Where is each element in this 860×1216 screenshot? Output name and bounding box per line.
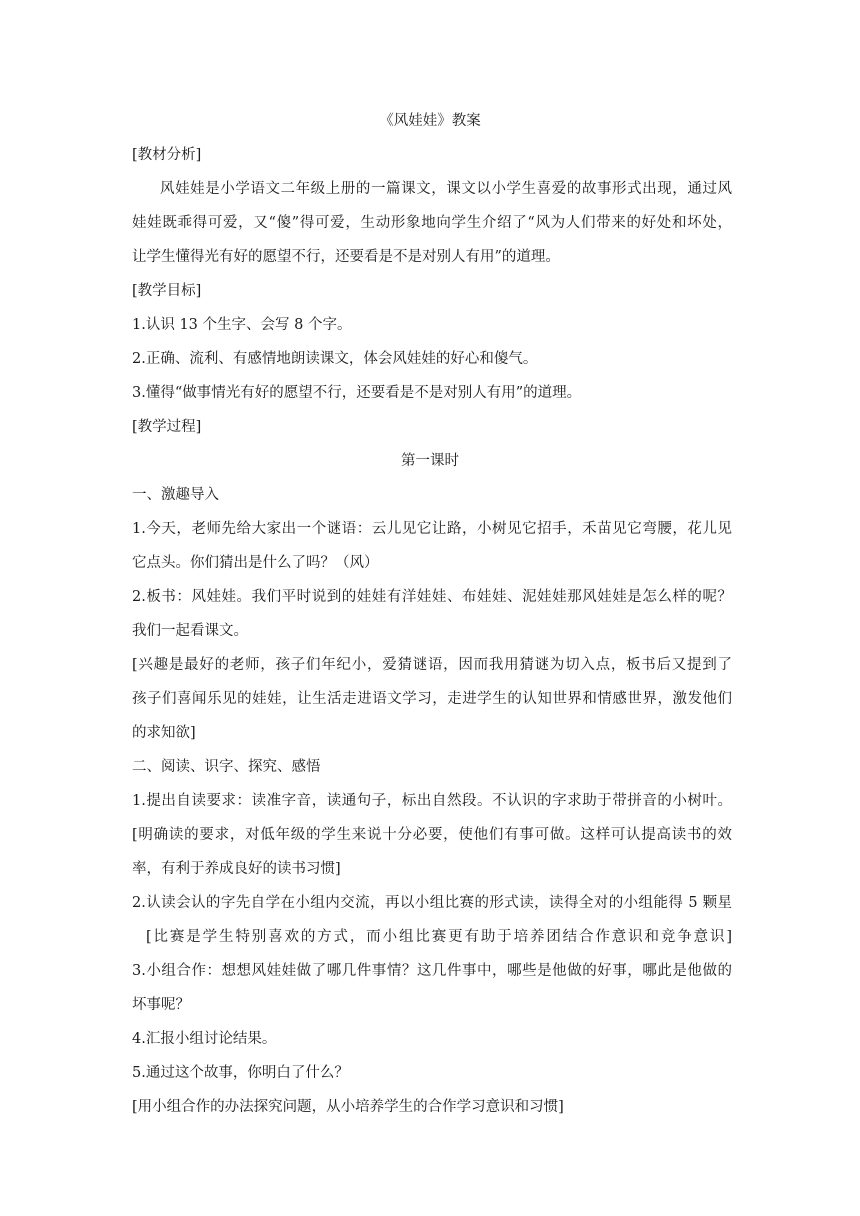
lesson-heading: 第一课时 [401,453,459,469]
goal-item: 1.认识 13 个生字、会写 8 个字。 [132,317,352,333]
note-line: 率，有利于养成良好的读书习惯] [132,861,341,877]
paragraph-line: 娃娃既乖得可爱，又“傻”得可爱，生动形象地向学生介绍了“风为人们带来的好处和坏处， [132,215,732,231]
paragraph-line: 风娃娃是小学语文二年级上册的一篇课文，课文以小学生喜爱的故事形式出现，通过风 [160,181,732,197]
section-heading-process: [教学过程] [132,419,202,435]
note-line: 孩子们喜闻乐见的娃娃，让生活走进语文学习，走进学生的认知世界和情感世界，激发他们 [132,691,732,707]
section-heading-materials: [教材分析] [132,147,202,163]
section-heading-goals: [教学目标] [132,283,202,299]
part-heading: 二、阅读、识字、探究、感悟 [132,759,321,775]
paragraph-line: 1.提出自读要求：读准字音，读通句子，标出自然段。不认识的字求助于带拼音的小树叶。 [132,793,732,809]
note-line: 的求知欲] [132,725,196,741]
note-line: [兴趣是最好的老师，孩子们年纪小，爱猜谜语，因而我用猜谜为切入点，板书后又提到了 [132,657,732,673]
paragraph-line: 坏事呢？ [132,997,190,1013]
note-line: [明确读的要求，对低年级的学生来说十分必要，使他们有事可做。这样可认提高读书的效 [132,827,732,843]
paragraph-line: 它点头。你们猜出是什么了吗？（风） [132,555,379,571]
goal-item: 3.懂得“做事情光有好的愿望不行，还要看是不是对别人有用”的道理。 [132,385,582,401]
paragraph-line: 3.小组合作：想想风娃娃做了哪几件事情？这几件事中，哪些是他做的好事，哪此是他做的 [132,963,732,979]
paragraph-line: 让学生懂得光有好的愿望不行，还要看是不是对别人有用”的道理。 [132,249,560,265]
note-line: [用小组合作的办法探究问题，从小培养学生的合作学习意识和习惯] [132,1099,564,1115]
paragraph-line: 4.汇报小组讨论结果。 [132,1031,277,1047]
paragraph-line: 2.认读会认的字先自学在小组内交流，再以小组比赛的形式读，读得全对的小组能得 5 颗星 [132,895,732,911]
paragraph-line: 1.今天，老师先给大家出一个谜语：云儿见它让路，小树见它招手，禾苗见它弯腰，花儿见 [132,521,732,537]
paragraph-line: 5.通过这个故事，你明白了什么？ [132,1065,349,1081]
paragraph-line: 我们一起看课文。 [132,623,248,639]
document-title: 《风娃娃》教案 [379,113,481,129]
paragraph-line: 2.板书：风娃娃。我们平时说到的娃娃有洋娃娃、布娃娃、泥娃娃那风娃娃是怎么样的呢？ [132,589,732,605]
part-heading: 一、激趣导入 [132,487,219,503]
note-line: [比赛是学生特别喜欢的方式，而小组比赛更有助于培养团结合作意识和竞争意识] [146,929,732,945]
goal-item: 2.正确、流利、有感情地朗读课文，体会风娃娃的好心和傻气。 [132,351,538,367]
